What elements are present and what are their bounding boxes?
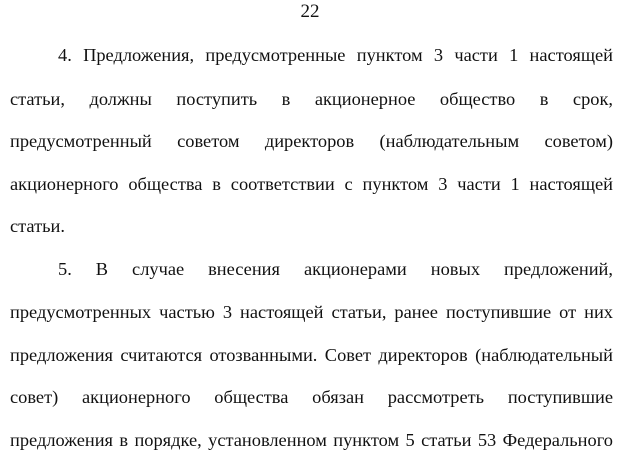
- paragraph-line: предусмотренный советом директоров (наблюдательным советом): [10, 131, 613, 151]
- paragraph-line: акционерного общества в соответствии с пунктом 3 части 1 настоящей: [10, 174, 613, 194]
- paragraph-line: 5. В случае внесения акционерами новых предложений,: [58, 259, 613, 279]
- paragraph-line: предусмотренных частью 3 настоящей статьи, ранее поступившие от них: [10, 302, 613, 322]
- paragraph-line: статьи.: [10, 216, 65, 236]
- page-number: 22: [300, 1, 320, 22]
- paragraph-line: предложения в порядке, установленном пунктом 5 статьи 53 Федерального: [10, 430, 613, 450]
- paragraph-line: совет) акционерного общества обязан рассмотреть поступившие: [10, 387, 613, 407]
- paragraph-line: 4. Предложения, предусмотренные пунктом 3 части 1 настоящей: [58, 45, 613, 65]
- paragraph-line: предложения считаются отозванными. Совет директоров (наблюдательный: [10, 345, 613, 365]
- paragraph-line: статьи, должны поступить в акционерное общество в срок,: [10, 89, 613, 109]
